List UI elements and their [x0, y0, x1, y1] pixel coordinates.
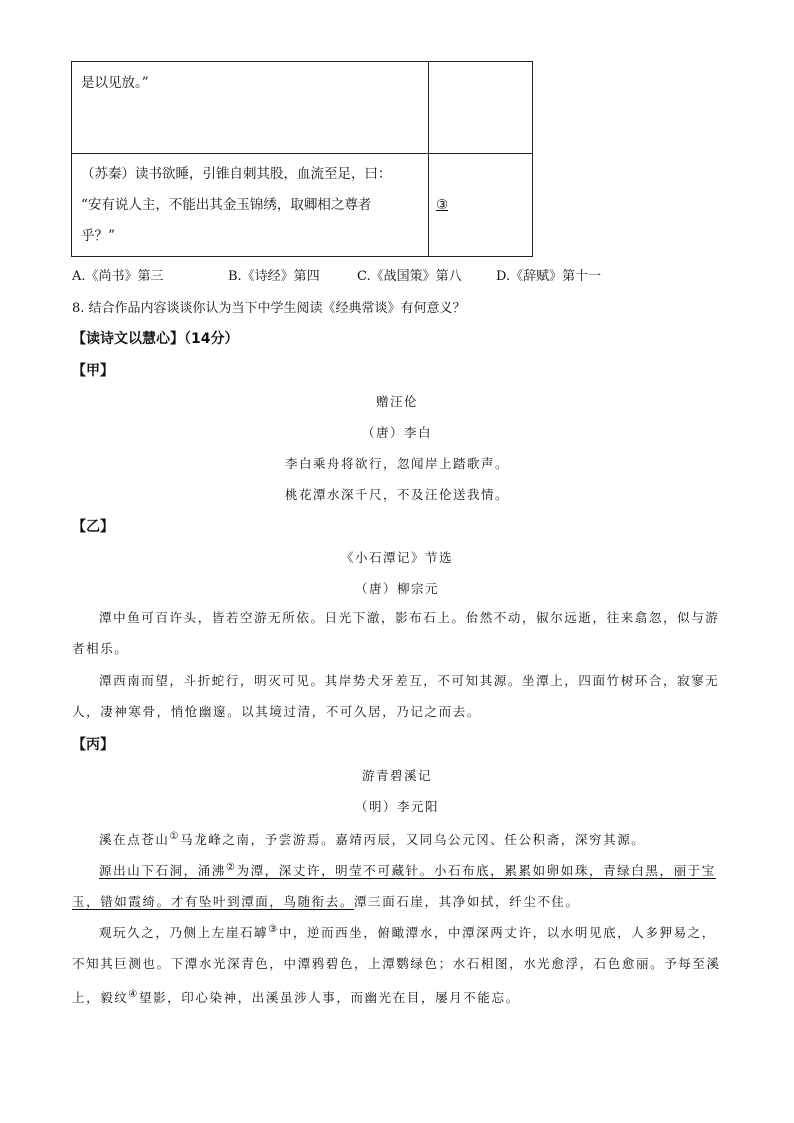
option-d[interactable]: D.《辞赋》第十一: [496, 269, 602, 284]
bing-paragraph-2: 源出山下石洞，涌沸②为潭，深丈许，明莹不可藏针。小石布底，累累如卵如珠，青绿白黑，丽于宝玉，错如霞绮。才有坠叶到潭面，鸟随衔去。潭三面石崖，其净如拭，纤尘不住。: [72, 862, 716, 910]
table-row2-line1: （苏秦）读书欲睡，引锥自刺其股，血流至足，曰：: [81, 166, 392, 182]
footnote-3: ③: [268, 924, 279, 935]
jia-line-1: 李白乘舟将欲行，忽闻岸上踏歌声。: [284, 456, 509, 471]
question-8: 8. 结合作品内容谈谈你认为当下中学生阅读《经典常谈》有何意义？: [72, 301, 466, 316]
quote-table: [71, 61, 533, 257]
bing-title: 游青碧溪记: [361, 768, 432, 783]
yi-author: （唐）柳宗元: [354, 581, 439, 596]
footnote-4: ④: [128, 989, 139, 1001]
bing-author: （明）李元阳: [354, 799, 439, 814]
underlined-passage: 源出山下石洞，涌沸②为潭，深丈许，明莹不可藏针。小石布底，累累如卵如珠，青绿白黑，丽于宝玉，错如霞绮。才有坠叶到潭面，鸟随衔去。: [72, 862, 716, 910]
yi-paragraph-2: 潭西南而望，斗折蛇行，明灭可见。其岸势犬牙差互，不可知其源。坐潭上，四面竹树环合，寂寥无人，凄神寒骨，悄怆幽邃。以其境过清，不可久居，乃记之而去。: [72, 673, 720, 719]
footnote-1: ①: [169, 831, 181, 842]
bing-paragraph-3: 观玩久之，乃侧上左崖石罅③中，逆而西坐，俯瞰潭水，中潭深两丈许，以水明见底，人多狎易之，不知其巨测也。下潭水光深青色，中潭鸦碧色，上潭鹦绿色；水石相图，水光愈浮，石色愈丽。予每至溪上，毅纹④望影，印心染神，出溪虽涉人事，而幽光在目，屡月不能忘。: [72, 924, 721, 1006]
label-jia: 【甲】: [72, 363, 114, 379]
jia-author: （唐）李白: [361, 425, 432, 440]
table-divider-horizontal: [72, 153, 532, 154]
jia-line-2: 桃花潭水深千尺，不及汪伦送我情。: [284, 487, 509, 502]
footnote-2: ②: [225, 862, 237, 873]
table-row1-text: 是以见放。”: [81, 75, 149, 91]
table-row2-blank: ③: [436, 197, 449, 213]
section-title: 【读诗文以慧心】（14分）: [72, 331, 239, 347]
jia-title: 赠汪伦: [375, 394, 418, 409]
yi-paragraph-1: 潭中鱼可百许头，皆若空游无所依。日光下澈，影布石上。佁然不动，俶尔远逝，往来翕忽，似与游者相乐。: [72, 610, 720, 656]
option-b[interactable]: B.《诗经》第四: [228, 269, 320, 284]
table-row2-line3: 乎？”: [81, 228, 115, 244]
bing-paragraph-1: 溪在点苍山①马龙峰之南，予尝游焉。嘉靖丙辰，又同乌公元冈、任公积斋，深穷其源。: [99, 831, 646, 848]
table-divider-vertical: [428, 62, 429, 256]
option-c[interactable]: C.《战国策》第八: [357, 269, 462, 284]
label-yi: 【乙】: [72, 519, 114, 535]
yi-title: 《小石潭记》节选: [340, 550, 453, 565]
option-a[interactable]: A.《尚书》第三: [72, 269, 164, 284]
label-bing: 【丙】: [72, 737, 114, 753]
table-row2-line2: “安有说人主，不能出其金玉锦绣，取卿相之尊者: [81, 197, 372, 213]
